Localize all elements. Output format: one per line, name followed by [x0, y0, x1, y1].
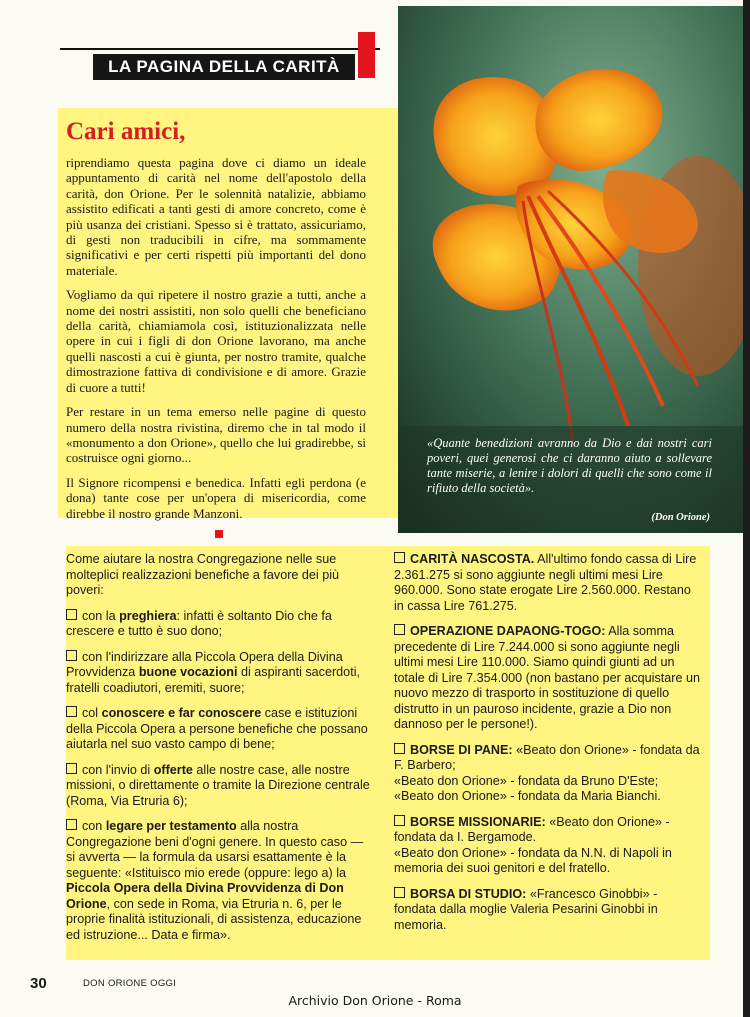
checkbox-square-icon — [394, 552, 405, 563]
section-title: LA PAGINA DELLA CARITÀ — [93, 54, 355, 80]
checkbox-square-icon — [394, 815, 405, 826]
letter-paragraph: Il Signore ricompensi e benedica. Infatti egli perdona (e dona) tante cose per un'opera di misericordia, come direbbe il nostro grande Manzoni. — [66, 474, 366, 521]
fund-line: All'ultimo fondo cassa di Lire 2.361.275 si sono aggiunte negli ultimi mesi Lire 960.000. Sono state erogate Lire 2.560.000. Restano in cassa Lire 761.275. — [394, 552, 697, 613]
header-red-bar — [358, 32, 375, 78]
publication-name: DON ORIONE OGGI — [83, 978, 177, 989]
help-item-bold: Piccola Opera della Divina Provvidenza di Don Orione — [66, 881, 344, 911]
fund-line: «Beato don Orione» - fondata da Maria Bianchi. — [394, 789, 661, 803]
fund-title: CARITÀ NASCOSTA. — [410, 552, 535, 566]
checkbox-square-icon — [66, 819, 77, 830]
fund-title: BORSE DI PANE: — [410, 742, 513, 757]
help-item-bold: offerte — [153, 762, 193, 777]
fund-title: BORSE MISSIONARIE: — [410, 814, 546, 829]
fund-line: «Beato don Orione» - fondata da N.N. di Napoli in memoria dei suoi genitori e del fratello. — [394, 845, 672, 875]
photo-quote: «Quante benedizioni avranno da Dio e dai nostri cari poveri, quei generosi che ci daranno aiuto a sollevare tante miserie, a lenire i dolori di quelli che sono come il rifiuto della società». — [427, 436, 712, 495]
funds-column — [394, 552, 702, 943]
help-item — [66, 706, 371, 753]
help-item-text: di aspiranti sacerdoti, fratelli coadiutori, eremiti, suore; — [66, 665, 360, 695]
fund-entry — [394, 815, 702, 877]
letter-body — [66, 155, 366, 530]
checkbox-square-icon — [394, 624, 405, 635]
help-item-bold: buone vocazioni — [138, 665, 238, 679]
fund-line: Alla somma precedente di Lire 7.244.000 si sono aggiunte negli ultimi mesi Lire 110.000. Siamo quindi giunti ad un totale di Lire 7.354.000 (non bastano per acquistare un nuovo mezzo di trasporto in sostituzione di quello distrutto in un pauroso incidente, grazie a Dio non dannoso per le persone!). — [394, 624, 700, 731]
help-item — [66, 650, 371, 697]
header-rule — [60, 48, 380, 50]
fund-entry — [394, 624, 702, 733]
help-item-text: con l'indirizzare alla Piccola Opera della Divina Provvidenza — [66, 649, 343, 679]
help-item-text: con — [82, 819, 106, 833]
fund-entry — [394, 743, 702, 805]
help-item-bold: conoscere e far conoscere — [101, 706, 262, 720]
help-item-text: : infatti è soltanto Dio che fa crescere e tutto è suo dono; — [66, 608, 332, 638]
fund-line: «Beato don Orione» - fondata da F. Barbero; — [394, 742, 700, 772]
quote-author: (Don Orione) — [651, 512, 710, 523]
letter-paragraph: Vogliamo da qui ripetere il nostro grazie a tutti, anche a nome dei nostri assistiti, non solo quelli che beneficiano della carità, chiamiamola così, istituzionalizzata nelle opere in cui i figli di don Orione lavorano, ma anche quelli nascosti a cui è giunta, per nostro tramite, qualche dimostrazione fattiva di condivisione e di amore. Grazie di cuore a tutti! — [66, 287, 366, 395]
help-item-text: con la — [82, 608, 120, 623]
fund-line: «Beato don Orione» - fondata da I. Bergamode. — [394, 814, 670, 844]
help-item-bold: preghiera — [119, 608, 177, 623]
fund-title: OPERAZIONE DAPAONG-TOGO: — [410, 624, 606, 638]
checkbox-square-icon — [66, 609, 77, 620]
letter-paragraph: riprendiamo questa pagina dove ci diamo un ideale appuntamento di carità nel nome dell'apostolo della carità, don Orione. Per le solennità natalizie, abbiamo assistito edificati a tanti gesti di amore concreto, come è più usanza dei cristiani. Spesso si è trattato, assicuriamo, di gesti non traducibili in cifre, ma sommamente significativi e per certi rispetti più importanti del dono materiale. — [66, 155, 366, 278]
help-item — [66, 763, 371, 810]
help-item-bold: legare per testamento — [105, 819, 237, 833]
divider-red-square — [215, 530, 223, 538]
fund-entry — [394, 887, 702, 934]
checkbox-square-icon — [394, 743, 405, 754]
help-item-text: alla nostra Congregazione beni d'ogni genere. In questo caso — si avverta — la formula da usarsi esattamente è la seguente: «Istituisco mio erede (oppure: lego a) la — [66, 819, 364, 880]
checkbox-square-icon — [66, 763, 77, 774]
help-item-text: con l'invio di — [82, 762, 154, 777]
letter-greeting: Cari amici, — [66, 118, 186, 145]
help-item-text: , con sede in Roma, via Etruria n. 6, per le proprie finalità istituzionali, di assistenza, educazione ed istruzione... Data e firma». — [66, 896, 362, 942]
help-intro: Come aiutare la nostra Congregazione nelle sue molteplici realizzazioni benefiche a favore dei più poveri: — [66, 552, 340, 597]
checkbox-square-icon — [66, 650, 77, 661]
checkbox-square-icon — [394, 887, 405, 898]
page-number: 30 — [30, 975, 47, 992]
help-column — [66, 552, 371, 953]
fund-entry — [394, 552, 702, 614]
fund-line: «Francesco Ginobbi» - fondata dalla moglie Valeria Pesarini Ginobbi in memoria. — [394, 886, 658, 932]
help-item — [66, 819, 371, 943]
help-item-text: col — [82, 706, 102, 720]
fund-title: BORSA DI STUDIO: — [410, 886, 527, 901]
scan-edge — [743, 0, 750, 1017]
help-item-text: alle nostre case, alle nostre missioni, o direttamente o tramite la Direzione centrale (Roma, Via Etruria 6); — [66, 762, 370, 808]
checkbox-square-icon — [66, 706, 77, 717]
help-item-text: case e istituzioni della Piccola Opera a persone benefiche che possano aiutarla nel suo vasto campo di bene; — [66, 706, 368, 751]
letter-paragraph: Per restare in un tema emerso nelle pagine di questo numero della nostra rivistina, diremo che in tal modo il «monumento a don Orione», quello che lui gradirebbe, si costruisce ogni giorno... — [66, 404, 366, 466]
archive-caption: Archivio Don Orione - Roma — [288, 993, 462, 1008]
help-item — [66, 609, 371, 640]
fund-line: «Beato don Orione» - fondata da Bruno D'Este; — [394, 773, 659, 788]
